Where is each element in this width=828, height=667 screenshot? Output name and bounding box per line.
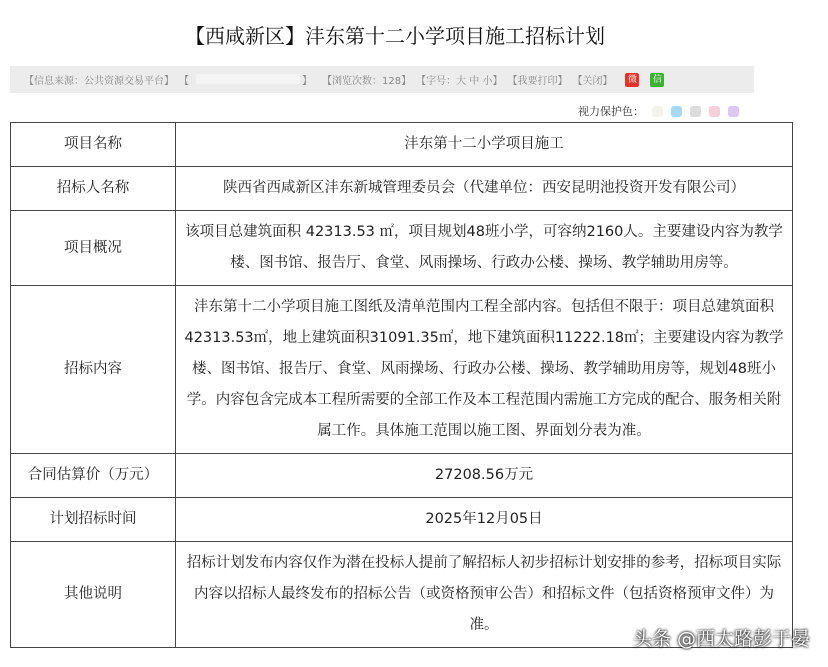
close-link[interactable]: 【关闭】 (572, 76, 613, 87)
row-label: 合同估算价（万元） (11, 454, 176, 498)
color-swatch-beige[interactable] (652, 106, 663, 117)
row-label: 招标人名称 (11, 167, 176, 211)
table-row (11, 211, 793, 286)
tender-plan-table (10, 122, 793, 648)
row-value: 陕西省西咸新区沣东新城管理委员会（代建单位：西安昆明池投资开发有限公司） (176, 167, 793, 211)
color-swatch-blue[interactable] (671, 106, 682, 117)
weibo-icon[interactable]: 微 (625, 73, 639, 87)
color-swatch-gray[interactable] (690, 106, 701, 117)
view-count: 【浏览次数：128】 (322, 76, 412, 87)
row-value: 该项目总建筑面积 42313.53 ㎡，项目规划48班小学，可容纳2160人。主要建设内容为教学楼、图书馆、报告厅、食堂、风雨操场、行政办公楼、操场、教学辅助用房等。 (176, 211, 793, 286)
table-row (11, 454, 793, 498)
table-row (11, 167, 793, 211)
eye-protection-colors (578, 103, 739, 119)
print-link[interactable]: 【我要打印】 (507, 76, 568, 87)
info-bar (10, 66, 754, 93)
color-swatch-pink[interactable] (709, 106, 720, 117)
row-label: 项目概况 (11, 211, 176, 286)
color-swatch-purple[interactable] (728, 106, 739, 117)
row-label: 招标内容 (11, 286, 176, 454)
row-value: 招标计划发布内容仅作为潜在投标人提前了解招标人初步招标计划安排的参考，招标项目实际内容以招标人最终发布的招标公告（或资格预审公告）和招标文件（包括资格预审文件）为准。 (176, 542, 793, 648)
table-row (11, 123, 793, 167)
info-blurred: 【 】 (179, 76, 312, 87)
row-label: 计划招标时间 (11, 498, 176, 542)
row-value: 沣东第十二小学项目施工 (176, 123, 793, 167)
watermark: 头条 @西太路彭于晏 (632, 628, 810, 650)
eye-protection-label: 视力保护色： (578, 105, 644, 118)
row-label: 项目名称 (11, 123, 176, 167)
row-label: 其他说明 (11, 542, 176, 648)
row-value: 27208.56万元 (176, 454, 793, 498)
table-row (11, 498, 793, 542)
table-row (11, 286, 793, 454)
info-source: 【信息来源：公共资源交易平台】 (24, 76, 174, 87)
font-size-options[interactable]: 【字号：大 中 小】 (416, 76, 503, 87)
row-value: 沣东第十二小学项目施工图纸及清单范围内工程全部内容。包括但不限于：项目总建筑面积42313.53㎡，地上建筑面积31091.35㎡，地下建筑面积11222.18㎡；主要建设内容为教学楼、图书馆、报告厅、食堂、风雨操场、行政办公楼、操场、教学辅助用房等，规划48班小学。内容包含完成本工程所需要的全部工作及本工程范围内需施工方完成的配合、服务相关附属工作。具体施工范围以施工图、界面划分表为准。 (176, 286, 793, 454)
wechat-icon[interactable]: 信 (650, 73, 664, 87)
page-title: 【西咸新区】沣东第十二小学项目施工招标计划 (185, 24, 605, 48)
row-value: 2025年12月05日 (176, 498, 793, 542)
